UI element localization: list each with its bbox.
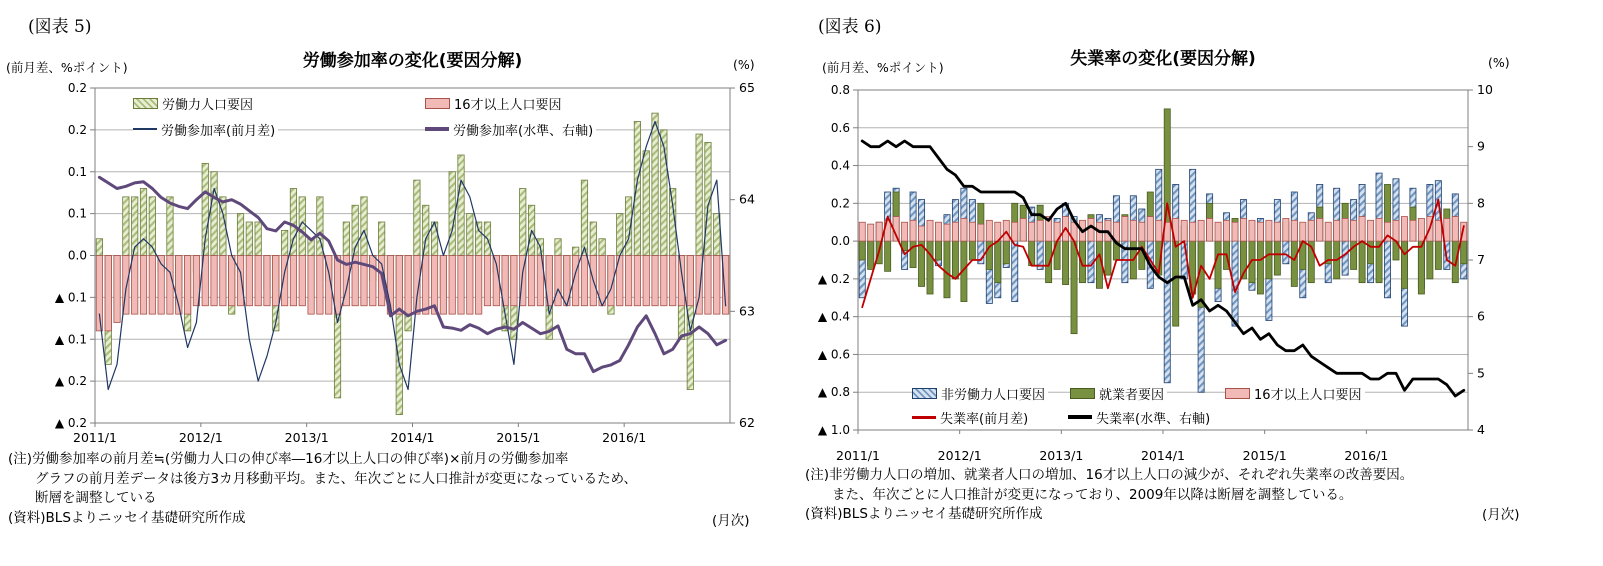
svg-text:7: 7 xyxy=(1477,252,1485,267)
x-axis-ticks xyxy=(836,430,1388,463)
svg-text:0.8: 0.8 xyxy=(830,83,850,97)
svg-text:▲ 0.4: ▲ 0.4 xyxy=(817,309,850,324)
svg-text:▲ 0.2: ▲ 0.2 xyxy=(54,416,87,430)
employed-factor-swatch xyxy=(1070,388,1095,399)
svg-text:▲ 0.1: ▲ 0.1 xyxy=(54,332,87,347)
legend-label: 就業者要因 xyxy=(1099,387,1165,403)
legend-item-participation-mom xyxy=(133,120,278,138)
svg-text:0.1: 0.1 xyxy=(67,206,87,221)
svg-text:0.4: 0.4 xyxy=(830,158,850,173)
svg-text:8: 8 xyxy=(1477,195,1485,211)
legend-label: 16才以上人口要因 xyxy=(454,97,562,113)
legend-item-pop16-factor xyxy=(425,94,565,112)
figure5-title: 労働参加率の変化(要因分解) xyxy=(302,51,523,71)
svg-text:64: 64 xyxy=(739,191,755,207)
svg-text:2013/1: 2013/1 xyxy=(284,430,329,445)
svg-text:0.2: 0.2 xyxy=(67,122,87,137)
svg-text:2011/1: 2011/1 xyxy=(836,448,880,463)
legend-item-unemployment-mom xyxy=(912,408,1031,426)
note-line: (注)非労働力人口の増加、就業者人口の増加、16才以上人口の減少が、それぞれ失業率の改善要因。 xyxy=(805,467,1414,483)
right-axis-ticks xyxy=(730,80,755,430)
legend-label: 労働参加率(水準、右軸) xyxy=(453,123,594,139)
figure5-right-axis-unit: (%) xyxy=(733,57,755,72)
figure6-right-axis-unit: (%) xyxy=(1488,55,1510,70)
unemployment-mom-line-swatch xyxy=(912,416,936,419)
x-axis-ticks xyxy=(73,423,646,445)
participation-mom-line-swatch xyxy=(133,128,157,130)
svg-text:0.0: 0.0 xyxy=(830,234,850,249)
svg-text:5: 5 xyxy=(1477,365,1485,381)
legend-label: 失業率(前月差) xyxy=(940,411,1029,427)
svg-text:6: 6 xyxy=(1477,308,1485,324)
svg-text:2013/1: 2013/1 xyxy=(1039,448,1084,463)
unemployment-level-line-swatch xyxy=(1068,415,1092,419)
pop16-factor-swatch xyxy=(425,98,450,109)
figure6-label: (図表 6) xyxy=(818,17,882,37)
participation-level-line-swatch xyxy=(425,127,449,131)
pop16-factor-swatch xyxy=(1225,388,1250,399)
svg-text:2016/1: 2016/1 xyxy=(602,430,647,445)
svg-text:2012/1: 2012/1 xyxy=(937,448,982,463)
legend-item-labor-force-factor xyxy=(133,94,256,112)
svg-text:▲ 0.6: ▲ 0.6 xyxy=(817,347,850,362)
figure6-frequency-label: (月次) xyxy=(1482,507,1520,523)
svg-text:▲ 0.8: ▲ 0.8 xyxy=(817,385,850,400)
svg-text:2015/1: 2015/1 xyxy=(1242,448,1287,463)
svg-text:2015/1: 2015/1 xyxy=(496,430,541,445)
figure5-frequency-label: (月次) xyxy=(712,513,750,529)
figure6-left-axis-unit: (前月差、%ポイント) xyxy=(822,60,944,75)
svg-text:9: 9 xyxy=(1477,138,1485,154)
legend-label: 16才以上人口要因 xyxy=(1254,387,1362,403)
left-axis-ticks xyxy=(55,81,95,430)
legend-item-nonlabor-factor xyxy=(912,384,1048,402)
svg-text:2014/1: 2014/1 xyxy=(1141,448,1185,463)
left-axis-ticks xyxy=(818,83,858,437)
svg-text:10: 10 xyxy=(1477,82,1493,97)
svg-text:▲ 0.2: ▲ 0.2 xyxy=(817,271,850,286)
svg-text:65: 65 xyxy=(739,80,755,95)
svg-text:2012/1: 2012/1 xyxy=(178,430,223,445)
figure6-panel xyxy=(800,0,1603,566)
svg-text:▲ 0.1: ▲ 0.1 xyxy=(54,290,87,305)
svg-text:0.1: 0.1 xyxy=(67,164,87,179)
legend-label: 労働参加率(前月差) xyxy=(161,123,276,139)
legend-item-unemployment-level xyxy=(1068,408,1213,426)
svg-text:2011/1: 2011/1 xyxy=(73,430,117,445)
labor-force-factor-swatch xyxy=(133,98,158,109)
note-line: 断層を調整している xyxy=(8,490,157,506)
svg-text:▲ 1.0: ▲ 1.0 xyxy=(817,423,850,437)
svg-text:4: 4 xyxy=(1477,422,1485,437)
note-line: (注)労働参加率の前月差≒(労働力人口の伸び率―16才以上人口の伸び率)×前月の労働参加率 xyxy=(8,451,569,467)
svg-text:2016/1: 2016/1 xyxy=(1344,448,1389,463)
legend-item-pop16-factor-right xyxy=(1225,384,1365,402)
svg-text:0.2: 0.2 xyxy=(830,196,850,211)
figure5-panel xyxy=(0,0,800,566)
svg-text:62: 62 xyxy=(739,415,755,430)
figure5-label: (図表 5) xyxy=(28,17,92,37)
note-line: (資料)BLSよりニッセイ基礎研究所作成 xyxy=(8,509,246,526)
svg-text:▲ 0.2: ▲ 0.2 xyxy=(54,374,87,389)
svg-text:63: 63 xyxy=(739,303,755,319)
figure5-notes xyxy=(8,450,637,528)
legend-label: 非労働力人口要因 xyxy=(941,387,1046,403)
svg-text:0.6: 0.6 xyxy=(830,120,850,135)
note-line: また、年次ごとに人口推計が変更になっており、2009年以降は断層を調整している。 xyxy=(805,486,1353,503)
nonlabor-factor-swatch xyxy=(912,388,937,399)
legend-label: 失業率(水準、右軸) xyxy=(1096,411,1211,427)
legend-label: 労働力人口要因 xyxy=(162,97,254,113)
note-line: グラフの前月差データは後方3カ月移動平均。また、年次ごとに人口推計が変更になっているため、 xyxy=(8,470,638,487)
svg-text:0.0: 0.0 xyxy=(67,248,87,263)
figure5-left-axis-unit: (前月差、%ポイント) xyxy=(6,60,128,75)
svg-text:0.2: 0.2 xyxy=(67,81,87,95)
note-line: (資料)BLSよりニッセイ基礎研究所作成 xyxy=(805,506,1043,522)
legend-item-participation-level xyxy=(425,120,596,138)
figure6-notes xyxy=(805,466,1413,525)
legend-item-employed-factor xyxy=(1070,384,1167,402)
right-axis-ticks xyxy=(1468,82,1493,437)
figure6-title: 失業率の変化(要因分解) xyxy=(1070,49,1256,69)
svg-text:2014/1: 2014/1 xyxy=(390,430,435,445)
